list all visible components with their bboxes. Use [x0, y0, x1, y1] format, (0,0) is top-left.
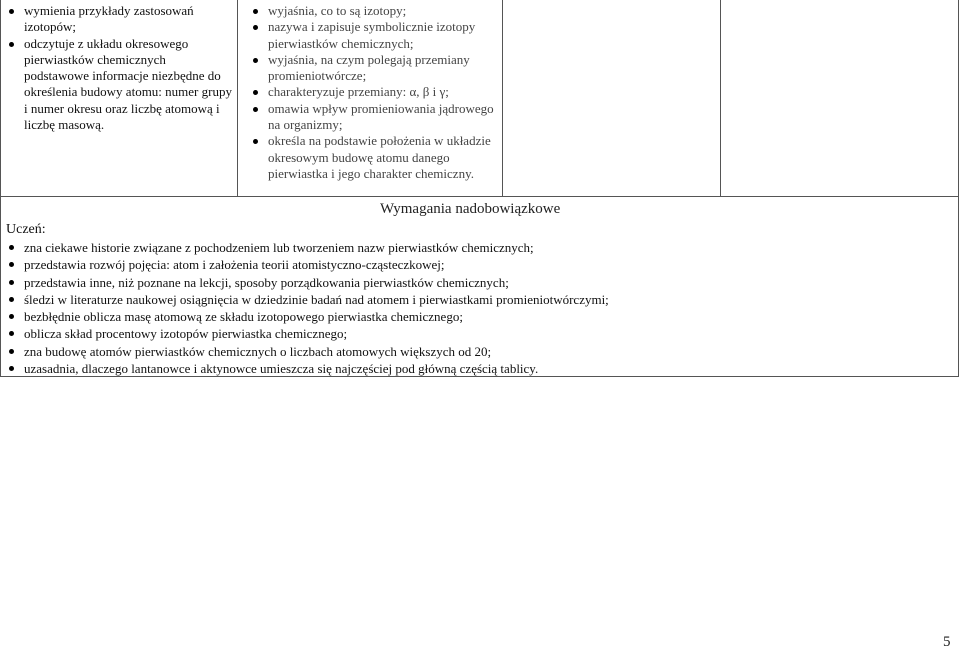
list-item: śledzi w literaturze naukowej osiągnięcia w dziedzinie badań nad atomem i pierwiastkami promieniotwórczymi; — [6, 291, 952, 308]
table-cell-top-left — [6, 3, 232, 133]
list-item: charakteryzuje przemiany: α, β i γ; — [250, 84, 502, 100]
bullet-icon — [253, 9, 258, 14]
requirements-list-advanced — [6, 239, 952, 377]
page-number: 5 — [943, 634, 951, 650]
requirements-list-middle — [250, 3, 502, 182]
list-item: bezbłędnie oblicza masę atomową ze składu izotopowego pierwiastka chemicznego; — [6, 308, 952, 325]
list-item: omawia wpływ promieniowania jądrowego na organizmy; — [250, 101, 502, 134]
list-item: wyjaśnia, na czym polegają przemiany promieniotwórcze; — [250, 52, 502, 85]
bullet-icon — [9, 314, 14, 319]
bullet-icon — [9, 349, 14, 354]
bullet-icon — [253, 25, 258, 30]
list-item: wymienia przykłady zastosowań izotopów; — [6, 3, 232, 36]
bullet-icon — [9, 331, 14, 336]
list-item: przedstawia rozwój pojęcia: atom i założenia teorii atomistyczno-cząsteczkowej; — [6, 256, 952, 273]
requirements-list-left — [6, 3, 232, 133]
bullet-icon — [253, 107, 258, 112]
list-item: nazywa i zapisuje symbolicznie izotopy pierwiastków chemicznych; — [250, 19, 502, 52]
list-item: przedstawia inne, niż poznane na lekcji, sposoby porządkowania pierwiastków chemicznych; — [6, 274, 952, 291]
bullet-icon — [9, 262, 14, 267]
list-item: zna ciekawe historie związane z pochodzeniem lub tworzeniem nazw pierwiastków chemicznych; — [6, 239, 952, 256]
list-item: uzasadnia, dlaczego lantanowce i aktynowce umieszcza się najczęściej pod główną częścią tablicy. — [6, 360, 952, 377]
bullet-icon — [253, 139, 258, 144]
bullet-icon — [9, 280, 14, 285]
bullet-icon — [9, 297, 14, 302]
list-item: wyjaśnia, co to są izotopy; — [250, 3, 502, 19]
bullet-icon — [9, 9, 14, 14]
bullet-icon — [9, 245, 14, 250]
student-label: Uczeń: — [6, 222, 46, 237]
table-cell-top-middle — [250, 3, 502, 182]
list-item: odczytuje z układu okresowego pierwiastków chemicznych podstawowe informacje niezbędne do określenia budowy atomu: numer grupy i numer okresu oraz liczbę atomową i liczbę masową. — [6, 36, 232, 134]
bullet-icon — [9, 366, 14, 371]
list-item: oblicza skład procentowy izotopów pierwiastka chemicznego; — [6, 325, 952, 342]
list-item: zna budowę atomów pierwiastków chemicznych o liczbach atomowych większych od 20; — [6, 343, 952, 360]
section-heading: Wymagania nadobowiązkowe — [380, 201, 561, 217]
bullet-icon — [253, 58, 258, 63]
list-item: określa na podstawie położenia w układzie okresowym budowę atomu danego pierwiastka i jego charakter chemiczny. — [250, 133, 502, 182]
bullet-icon — [253, 90, 258, 95]
bullet-icon — [9, 42, 14, 47]
